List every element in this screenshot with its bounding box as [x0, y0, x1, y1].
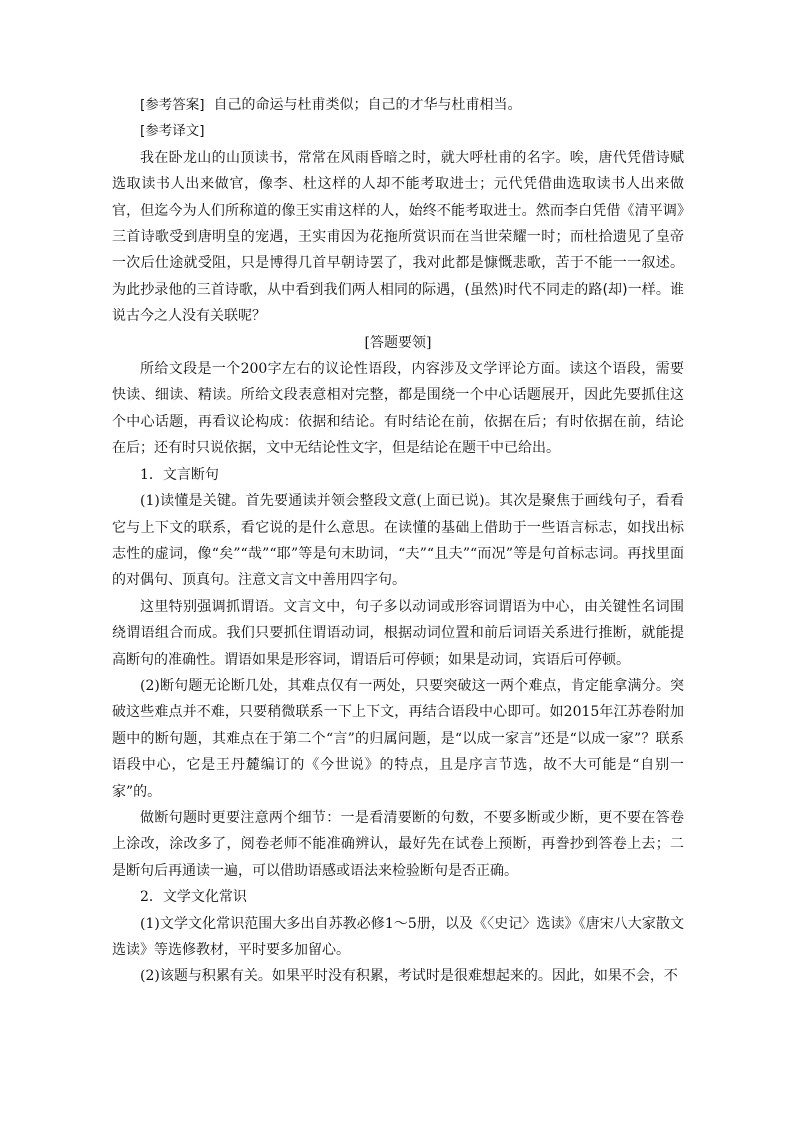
guide-title: [答题要领]: [364, 334, 432, 351]
guide-intro: 所给文段是一个200字左右的议论性语段，内容涉及文学评论方面。读这个语段，需要快读、细读、精读。所给文段表意相对完整，都是围绕一个中心话题展开，因此先要抓住这个中心话题，再看议论构成：依据和结论。有时结论在前，依据在后；有时依据在前，结论在后；还有时只说依据，文中无结论性文字，但是结论在题干中已给出。: [112, 361, 684, 457]
answer-label: [参考答案]: [140, 97, 205, 113]
answer-text: 自己的命运与杜甫类似；自己的才华与杜甫相当。: [213, 97, 522, 113]
section1-paragraph-2: 这里特别强调抓谓语。文言文中，句子多以动词或形容词谓语为中心，由关键性名词围绕谓语组合而成。我们只要抓住谓语动词，根据动词位置和前后词语关系进行推断，就能提高断句的准确性。谓语如果是形容词，谓语后可停顿；如果是动词，宾语后可停顿。: [112, 598, 684, 668]
answer-paragraph: [112, 92, 684, 118]
section1-paragraph-4: 做断句题时更要注意两个细节：一是看清要断的句数，不要多断或少断，更不要在答卷上涂改，涂改多了，阅卷老师不能准确辨认，最好先在试卷上预断，再誊抄到答卷上去；二是断句后再通读一遍，可以借助语感或语法来检验断句是否正确。: [112, 809, 684, 879]
translation-label-line: [112, 118, 684, 144]
document-page: [112, 92, 684, 990]
translation-text: 我在卧龙山的山顶读书，常常在风雨昏暗之时，就大呼杜甫的名字。唉，唐代凭借诗赋选取读书人出来做官，像李、杜这样的人却不能考取进士；元代凭借曲选取读书人出来做官，但迄今为人们所称道的像王实甫这样的人，始终不能考取进士。然而李白凭借《清平调》三首诗歌受到唐明皇的宠遇，王实甫因为花拖所赏识而在当世荣耀一时；而杜拾遗见了皇帝一次后仕途就受阻，只是博得几首早朝诗罢了，我对此都是慷慨悲歌，苦于不能一一叙述。为此抄录他的三首诗歌，从中看到我们两人相同的际遇，(虽然)时代不同走的路(却)一样。谁说古今之人没有关联呢？: [112, 149, 684, 325]
section1-paragraph-3: (2)断句题无论断几处，其难点仅有一两处，只要突破这一两个难点，肯定能拿满分。突破这些难点并不难，只要稍微联系一下上下文，再结合语段中心即可。如2015年江苏卷附加题中的断句题，其难点在于第二个“言”的归属问题，是“以成一家言”还是“以成一家”？联系语段中心，它是王丹麓编订的《今世说》的特点，且是序言节选，故不大可能是“自别一家”的。: [112, 677, 684, 800]
section1-paragraph-1: (1)读懂是关键。首先要通读并领会整段文意(上面已说)。其次是聚焦于画线句子，看看它与上下文的联系，看它说的是什么意思。在读懂的基础上借助于一些语言标志，如找出标志性的虚词，像“矣”“哉”“耶”等是句末助词，“夫”“且夫”“而况”等是句首标志词。再找里面的对偶句、顶真句。注意文言文中善用四字句。: [112, 493, 684, 589]
section1-heading: 1．文言断句: [140, 466, 219, 483]
translation-label: [参考译文]: [140, 123, 205, 140]
section2-heading: 2．文学文化常识: [140, 889, 247, 906]
section2-paragraph-2: (2)该题与积累有关。如果平时没有积累，考试时是很难想起来的。因此，如果不会，不: [140, 968, 678, 985]
section2-paragraph-1: (1)文学文化常识范围大多出自苏教必修1～5册，以及《〈史记〉选读》《唐宋八大家散文选读》等选修教材，平时要多加留心。: [112, 915, 684, 958]
